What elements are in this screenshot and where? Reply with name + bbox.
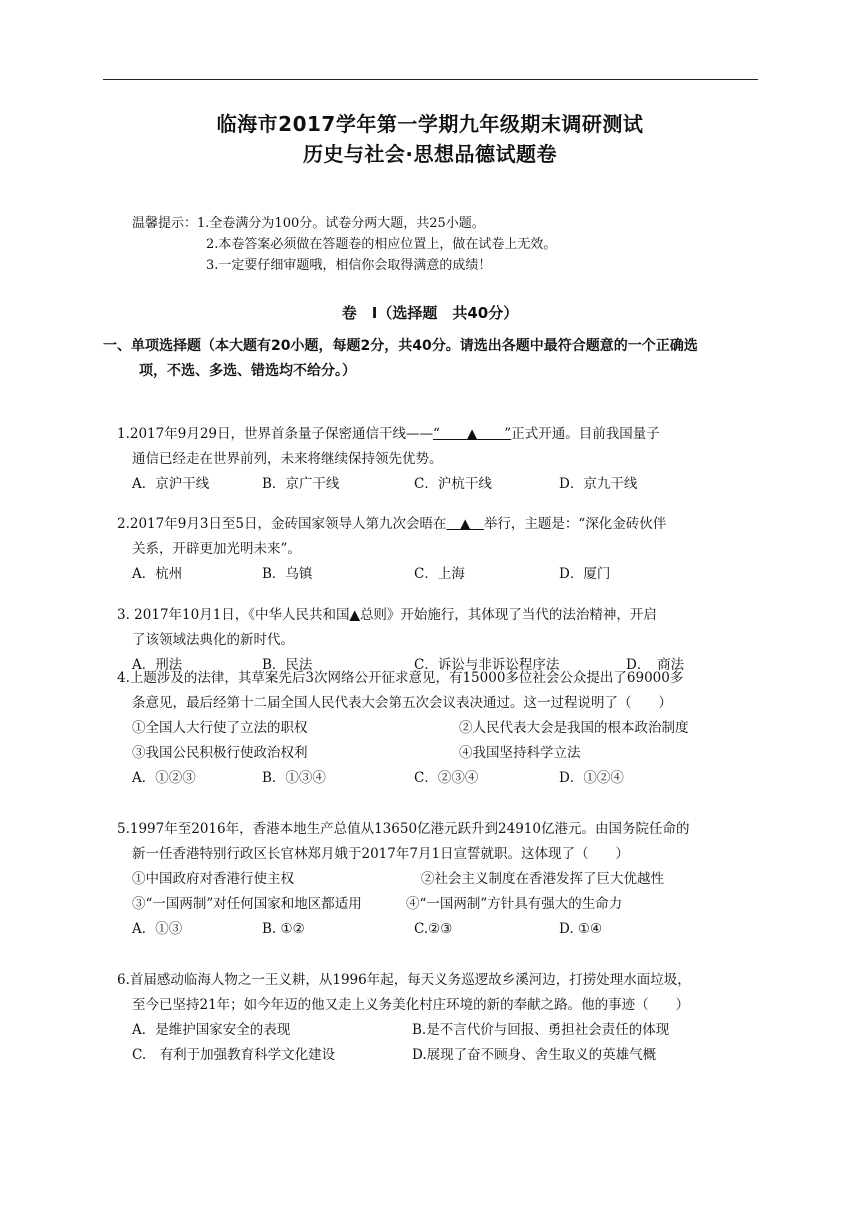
tip-item: 2.本卷答案必须做在答题卷的相应位置上，做在试卷上无效。 [206, 237, 557, 252]
tip-item: 1.全卷满分为100分。试卷分两大题，共25小题。 [197, 216, 485, 231]
question-stem-cont: 通信已经走在世界前列，未来将继续保持领先优势。 [132, 451, 443, 467]
section-title: 卷 Ⅰ（选择题 共40分） [341, 304, 519, 322]
options-row [117, 1018, 762, 1043]
option-d: D. ①④ [559, 921, 603, 937]
statements-row [117, 892, 762, 917]
question-stem: 5.1997年至2016年，香港本地生产总值从13650亿港元跃升到24910亿港元。由国务院任命的 [117, 821, 690, 837]
options-row [117, 562, 762, 587]
option-a: A．刑法 [132, 657, 183, 673]
question-stem-cont: 条意见，最后经第十二届全国人民代表大会第五次会议表决通过。这一过程说明了（ ） [132, 695, 672, 711]
answer-blank: “ ▲ ” [433, 426, 512, 442]
question-stem-cont: 新一任香港特别行政区长官林郑月娥于2017年7月1日宣誓就职。这体现了（ ） [132, 846, 630, 862]
options-row [117, 766, 762, 791]
tips-block [132, 213, 556, 276]
question-6 [117, 968, 762, 1068]
question-stem-cont: 关系，开辟更加光明未来”。 [132, 541, 301, 557]
statement: ①全国人大行使了立法的职权 [132, 720, 308, 736]
option-a: A．杭州 [132, 566, 183, 582]
question-5 [117, 817, 762, 942]
option-d: D．厦门 [559, 566, 611, 582]
question-2 [117, 512, 762, 587]
options-row [117, 1043, 762, 1068]
option-b: B. ①② [262, 921, 305, 937]
part-heading-line: 项，不选、多选、错选均不给分。） [139, 363, 356, 379]
option-d: D． 商法 [626, 657, 685, 673]
question-4 [117, 666, 762, 791]
option-a: A．京沪干线 [132, 476, 210, 492]
statements-row [117, 867, 762, 892]
option-c: C．上海 [414, 566, 465, 582]
tips-label: 温馨提示： [132, 216, 198, 231]
option-c: C．沪杭干线 [414, 476, 492, 492]
option-b: B．民法 [262, 657, 313, 673]
question-stem-cont: 至今已坚持21年；如今年迈的他又走上义务美化村庄环境的新的奉献之路。他的事迹（ ） [132, 997, 690, 1013]
option-b: B．京广干线 [262, 476, 340, 492]
option-d: D．京九干线 [559, 476, 638, 492]
statement: ③我国公民积极行使政治权利 [132, 745, 308, 761]
question-stem: 1.2017年9月29日，世界首条量子保密通信干线——“ ▲ ”正式开通。目前我国量子 [117, 426, 660, 442]
statement: ②人民代表大会是我国的根本政治制度 [459, 720, 689, 736]
part-heading-line: 一、单项选择题（本大题有20小题，每题2分，共40分。请选出各题中最符合题意的一个正确选 [103, 338, 698, 354]
answer-blank: ▲ [446, 516, 484, 532]
option-c: C．②③④ [414, 770, 479, 786]
question-stem-cont: 了该领域法典化的新时代。 [132, 632, 294, 648]
options-row [117, 917, 762, 942]
top-rule [103, 79, 758, 80]
option-c: C. 有利于加强教育科学文化建设 [132, 1047, 336, 1063]
question-stem: 6.首届感动临海人物之一王义耕，从1996年起，每天义务巡逻故乡溪河边，打捞处理水面垃圾， [117, 972, 691, 988]
part-heading [103, 334, 763, 384]
option-c: C．诉讼与非诉讼程序法 [414, 657, 560, 673]
option-b: B.是不言代价与回报、勇担社会责任的体现 [412, 1022, 670, 1038]
question-1 [117, 422, 762, 497]
question-stem: 4.上题涉及的法律，其草案先后3次网络公开征求意见，有15000多位社会公众提出了69000多 [117, 670, 684, 686]
option-d: D.展现了奋不顾身、舍生取义的英雄气概 [412, 1047, 657, 1063]
option-b: B．乌镇 [262, 566, 313, 582]
option-d: D．①②④ [559, 770, 624, 786]
option-a: A．①③ [132, 921, 183, 937]
option-a: A．是维护国家安全的表现 [132, 1022, 291, 1038]
question-stem: 2.2017年9月3日至5日，金砖国家领导人第九次会晤在 ▲ 举行，主题是：“深化金砖伙伴 [117, 516, 667, 532]
statement: ④“一国两制”方针具有强大的生命力 [406, 896, 623, 912]
option-a: A．①②③ [132, 770, 196, 786]
options-row [117, 472, 762, 497]
question-stem: 3. 2017年10月1日，《中华人民共和国▲总则》开始施行，其体现了当代的法治精神，开启 [117, 607, 657, 623]
option-b: B．①③④ [262, 770, 326, 786]
exam-title: 临海市2017学年第一学期九年级期末调研测试 [216, 112, 644, 136]
answer-blank: ▲ [349, 607, 360, 623]
statement: ①中国政府对香港行使主权 [132, 871, 294, 887]
statement: ④我国坚持科学立法 [459, 745, 581, 761]
exam-subtitle: 历史与社会·思想品德试题卷 [302, 142, 558, 166]
statement: ②社会主义制度在香港发挥了巨大优越性 [421, 871, 664, 887]
statements-row [117, 716, 762, 741]
statements-row [117, 741, 762, 766]
tip-item: 3.一定要仔细审题哦，相信你会取得满意的成绩！ [206, 258, 492, 273]
statement: ③“一国两制”对任何国家和地区都适用 [132, 896, 362, 912]
option-c: C.②③ [414, 921, 453, 937]
